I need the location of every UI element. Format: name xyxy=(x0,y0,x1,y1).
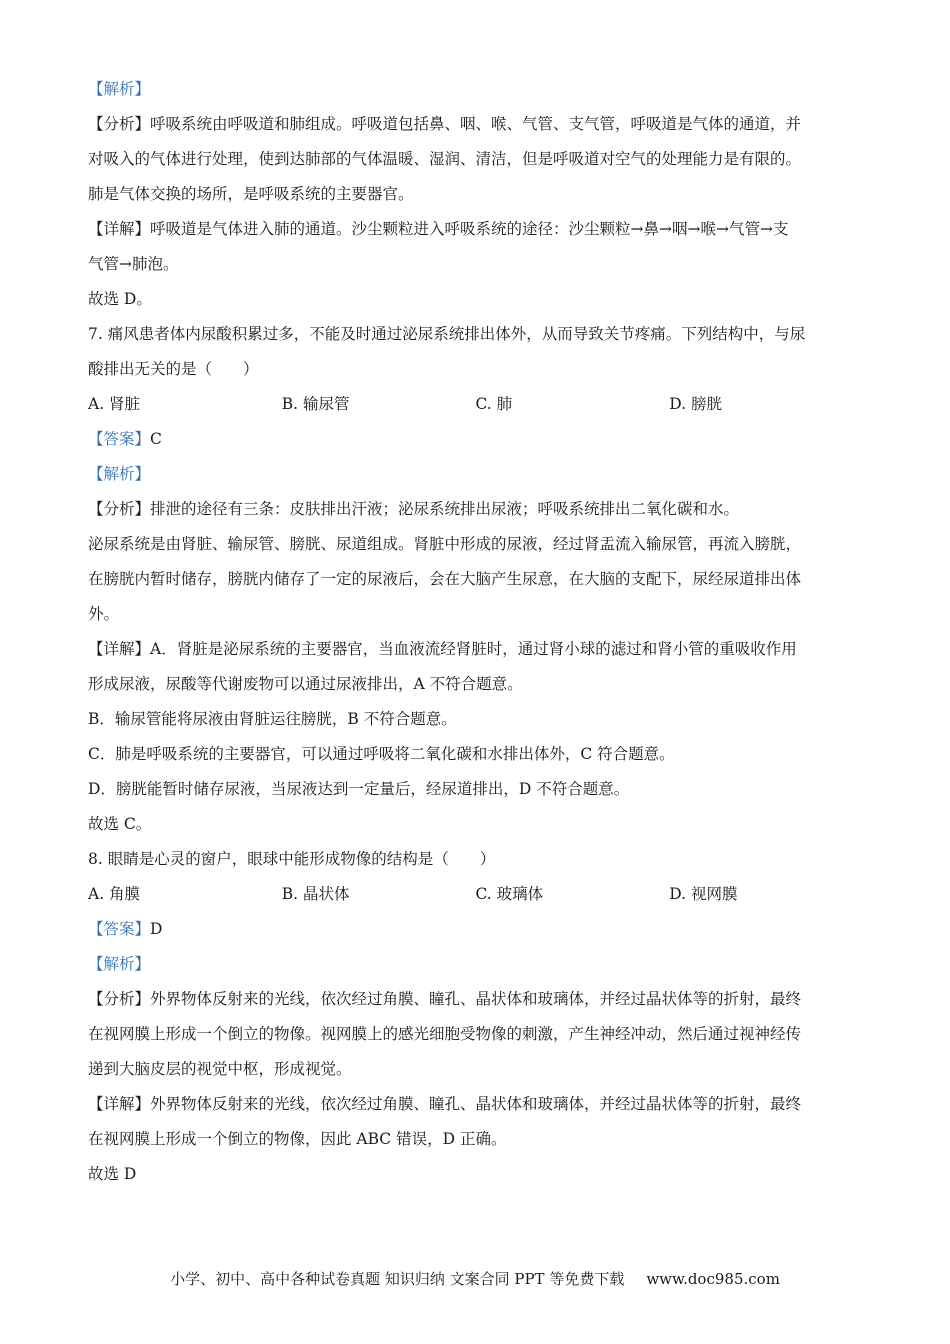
xiangjie-label: 【详解】 xyxy=(88,220,151,238)
option-c: C. 肺 xyxy=(475,395,513,413)
text-line: B．输尿管能将尿液由肾脏运往膀胱，B 不符合题意。 xyxy=(88,710,457,728)
xiangjie-paragraph: 【详解】外界物体反射来的光线，依次经过角膜、瞳孔、晶状体和玻璃体，并经过晶状体等的折射，最终 xyxy=(88,1095,802,1113)
jiexi-heading: 【解析】 xyxy=(88,465,151,483)
question-7-options xyxy=(88,387,863,422)
answer-value: C xyxy=(150,430,162,448)
option-a: A. 肾脏 xyxy=(88,395,141,413)
fenxi-paragraph: 【分析】呼吸系统由呼吸道和肺组成。呼吸道包括鼻、咽、喉、气管、支气管，呼吸道是气体的通道，并 xyxy=(88,115,802,133)
text-line: 泌尿系统是由肾脏、输尿管、膀胱、尿道组成。肾脏中形成的尿液，经过肾盂流入输尿管，再流入膀胱， xyxy=(88,535,802,553)
footer-site-link[interactable]: www.doc985.com xyxy=(646,1270,780,1288)
jiexi-heading: 【解析】 xyxy=(88,955,151,973)
question-7-stem: 7. 痛风患者体内尿酸积累过多，不能及时通过泌尿系统排出体外，从而导致关节疼痛。下列结构中，与尿 xyxy=(88,325,806,343)
text-line: D．膀胱能暂时储存尿液，当尿液达到一定量后，经尿道排出，D 不符合题意。 xyxy=(88,780,630,798)
fenxi-label: 【分析】 xyxy=(88,500,151,518)
answer-label: 【答案】 xyxy=(88,920,151,938)
option-d: D. 膀胱 xyxy=(669,395,722,413)
fenxi-paragraph: 【分析】外界物体反射来的光线，依次经过角膜、瞳孔、晶状体和玻璃体，并经过晶状体等的折射，最终 xyxy=(88,990,802,1008)
option-b: B. 输尿管 xyxy=(281,395,350,413)
option-c: C. 玻璃体 xyxy=(475,885,544,903)
text-line: 气管→肺泡。 xyxy=(88,255,179,273)
text-line: 形成尿液，尿酸等代谢废物可以通过尿液排出，A 不符合题意。 xyxy=(88,675,523,693)
jiexi-heading: 【解析】 xyxy=(88,80,151,98)
question-8-stem: 8. 眼睛是心灵的窗户，眼球中能形成物像的结构是（ ） xyxy=(88,850,496,868)
text-line: 对吸入的气体进行处理，使到达肺部的气体温暖、湿润、清洁，但是呼吸道对空气的处理能力是有限的。 xyxy=(88,150,802,168)
conclusion: 故选 D xyxy=(88,1165,137,1183)
xiangjie-paragraph: 【详解】呼吸道是气体进入肺的通道。沙尘颗粒进入呼吸系统的途径：沙尘颗粒→鼻→咽→喉→气管→支 xyxy=(88,220,789,238)
xiangjie-label: 【详解】 xyxy=(88,640,151,658)
text-line: 肺是气体交换的场所，是呼吸系统的主要器官。 xyxy=(88,185,414,203)
conclusion: 故选 C。 xyxy=(88,815,152,833)
text-line: 递到大脑皮层的视觉中枢，形成视觉。 xyxy=(88,1060,352,1078)
question-8-options xyxy=(88,877,863,912)
answer-line xyxy=(88,912,863,947)
fenxi-label: 【分析】 xyxy=(88,115,151,133)
xiangjie-paragraph: 【详解】A．肾脏是泌尿系统的主要器官，当血液流经肾脏时，通过肾小球的滤过和肾小管的重吸收作用 xyxy=(88,640,797,658)
text-line: 在视网膜上形成一个倒立的物像，因此 ABC 错误，D 正确。 xyxy=(88,1130,507,1148)
document-page xyxy=(88,72,863,1192)
option-a: A. 角膜 xyxy=(88,885,141,903)
text-line: 在视网膜上形成一个倒立的物像。视网膜上的感光细胞受物像的刺激，产生神经冲动，然后通过视神经传 xyxy=(88,1025,802,1043)
page-footer xyxy=(0,1268,950,1289)
answer-value: D xyxy=(150,920,163,938)
option-d: D. 视网膜 xyxy=(669,885,738,903)
answer-label: 【答案】 xyxy=(88,430,151,448)
text-line: C．肺是呼吸系统的主要器官，可以通过呼吸将二氧化碳和水排出体外，C 符合题意。 xyxy=(88,745,675,763)
option-b: B. 晶状体 xyxy=(281,885,350,903)
xiangjie-label: 【详解】 xyxy=(88,1095,151,1113)
question-7-stem-cont: 酸排出无关的是（ ） xyxy=(88,360,259,378)
fenxi-label: 【分析】 xyxy=(88,990,151,1008)
answer-line xyxy=(88,422,863,457)
text-line: 外。 xyxy=(88,605,120,623)
text-line: 在膀胱内暂时储存，膀胱内储存了一定的尿液后，会在大脑产生尿意，在大脑的支配下，尿经尿道排出体 xyxy=(88,570,802,588)
conclusion: 故选 D。 xyxy=(88,290,152,308)
fenxi-paragraph: 【分析】排泄的途径有三条：皮肤排出汗液；泌尿系统排出尿液；呼吸系统排出二氧化碳和水。 xyxy=(88,500,740,518)
footer-text: 小学、初中、高中各种试卷真题 知识归纳 文案合同 PPT 等免费下载 xyxy=(170,1270,625,1288)
